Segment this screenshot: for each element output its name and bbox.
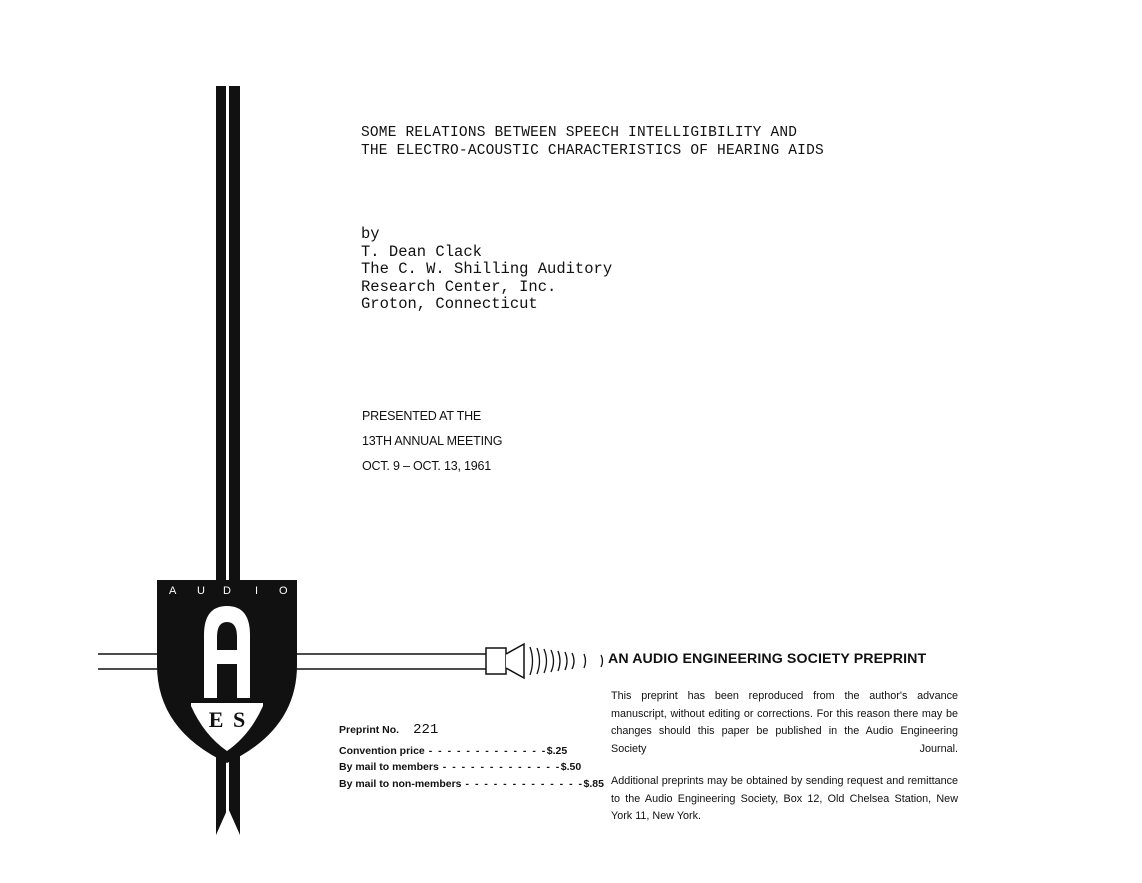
presented-line-3: OCT. 9 – OCT. 13, 1961 — [362, 459, 491, 473]
sound-waves — [530, 647, 603, 675]
logo-es-letters: E S — [208, 707, 248, 732]
logo-letter-i: I — [255, 585, 259, 597]
title-line-2: THE ELECTRO-ACOUSTIC CHARACTERISTICS OF HEARING AIDS — [361, 143, 824, 159]
leader-dots: - - - - - - - - - - - - - — [465, 777, 584, 790]
logo-letter-d: D — [223, 585, 231, 597]
byline-author: T. Dean Clack — [361, 242, 482, 261]
logo-letters — [157, 585, 297, 605]
leader-dots: - - - - - - - - - - - - - — [428, 744, 547, 757]
price-value: $.50 — [560, 761, 582, 773]
byline-location: Groton, Connecticut — [361, 295, 538, 313]
presented-block — [362, 404, 502, 479]
speaker-body — [486, 648, 506, 674]
price-row — [339, 776, 604, 793]
preprint-notice: This preprint has been reproduced from the author's advance manuscript, without editing or corrections. For this reason there may be changes should this paper be published in the Audio Engineering Society Journal. — [611, 690, 958, 755]
price-row — [339, 759, 582, 776]
price-label: By mail to members — [339, 761, 439, 773]
preprint-number-label: Preprint No. — [339, 724, 400, 736]
byline-by: by — [361, 225, 380, 243]
logo-letter-u: U — [197, 585, 205, 597]
paper-title — [361, 124, 824, 160]
ordering-notice: Additional preprints may be obtained by sending request and remittance to the Audio Engineering Society, Box 12, Old Chelsea Station, New York 11, New York. — [611, 775, 958, 822]
speaker-cone — [506, 644, 524, 678]
price-label: Convention price — [339, 744, 425, 757]
price-label: By mail to non-members — [339, 777, 462, 790]
preprint-number: 221 — [413, 722, 439, 738]
preprint-pricing — [339, 722, 604, 792]
byline-affiliation-1: The C. W. Shilling Auditory — [361, 260, 613, 278]
price-row — [339, 743, 568, 760]
byline — [361, 226, 612, 314]
byline-affiliation-2: Research Center, Inc. — [361, 277, 557, 296]
title-line-1: SOME RELATIONS BETWEEN SPEECH INTELLIGIBILITY AND — [361, 125, 798, 141]
preprint-number-row — [339, 722, 551, 739]
logo-letter-o: O — [279, 585, 288, 597]
price-value: $.25 — [546, 744, 568, 757]
vertical-bar-stripe — [226, 86, 229, 591]
society-preprint-title: AN AUDIO ENGINEERING SOCIETY PREPRINT — [608, 651, 927, 667]
leader-dots: - - - - - - - - - - - - - — [442, 761, 561, 773]
presented-line-1: PRESENTED AT THE — [362, 409, 482, 423]
logo-letter-a: A — [169, 585, 177, 597]
presented-line-2: 13TH ANNUAL MEETING — [362, 434, 503, 448]
price-value: $.85 — [583, 777, 604, 790]
